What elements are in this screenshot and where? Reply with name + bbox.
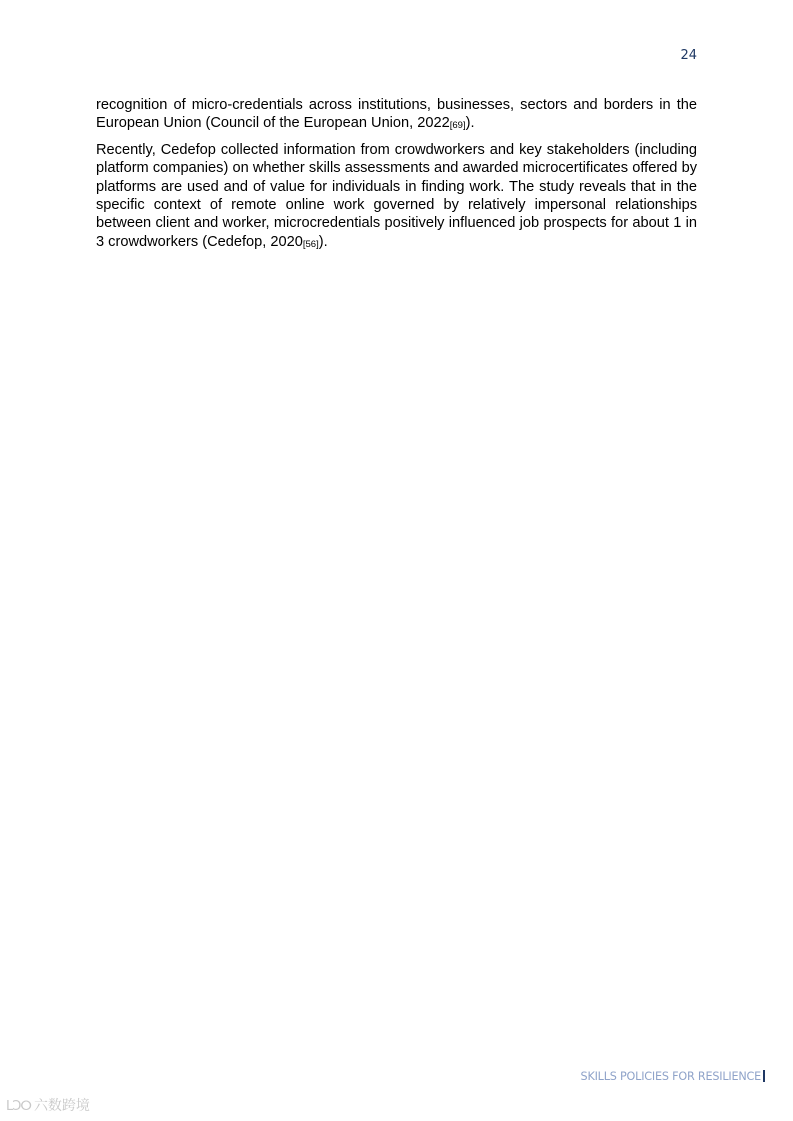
- footer-title: SKILLS POLICIES FOR RESILIENCE: [580, 1070, 761, 1083]
- body-text: [96, 96, 697, 259]
- paragraph: [96, 141, 697, 251]
- reference-marker: [69]: [449, 120, 466, 132]
- watermark: [6, 1095, 90, 1115]
- footer-divider: [763, 1070, 765, 1082]
- page-number: 24: [680, 48, 697, 63]
- paragraph-tail: ).: [318, 233, 328, 250]
- footer: [581, 1070, 765, 1083]
- paragraph: [96, 96, 697, 133]
- watermark-text: 六数跨境: [33, 1098, 90, 1114]
- paragraph-text: Recently, Cedefop collected information from crowdworkers and key stakeholders (including platform companies) on whether skills assessments and awarded microcertificates offered by platforms are used and of value for individuals in finding work. The study reveals that in the specific context of remote online work governed by relatively impersonal relationships between client and worker, microcredentials positively influenced job prospects for about 1 in 3 crowdworkers (Cedefop, 2020: [96, 141, 697, 250]
- paragraph-text: recognition of micro-credentials across institutions, businesses, sectors and borders in the European Union (Council of the European Union, 2022: [96, 97, 697, 132]
- watermark-logo-icon: ⅬƆⵔ: [6, 1099, 31, 1114]
- reference-marker: [56]: [302, 238, 319, 250]
- paragraph-tail: ).: [465, 115, 475, 132]
